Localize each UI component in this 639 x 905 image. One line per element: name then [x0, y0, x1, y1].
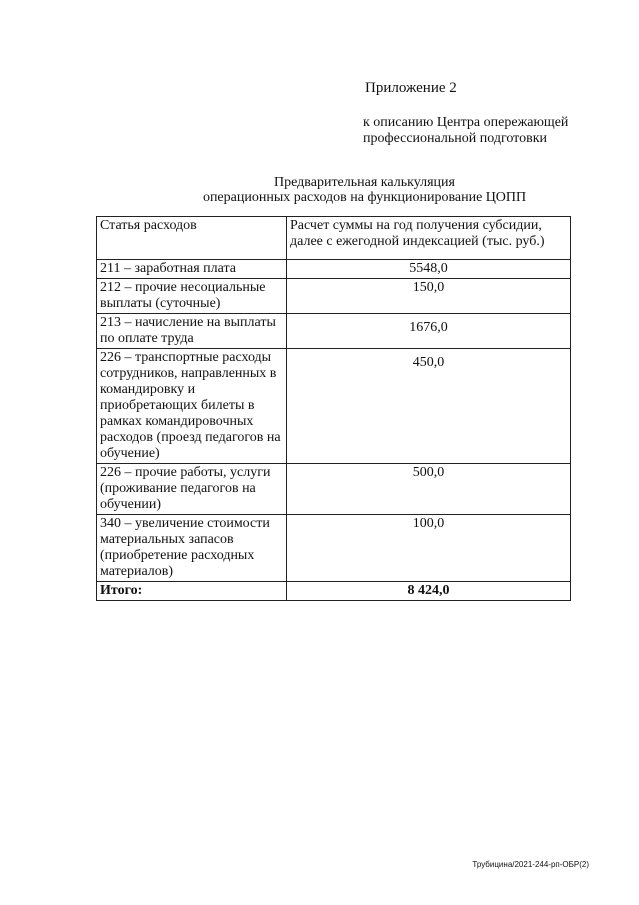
expense-item-cell: 211 – заработная плата: [97, 260, 287, 279]
appendix-label: Приложение 2: [365, 80, 457, 96]
description-line: профессиональной подготовки: [363, 131, 547, 146]
cost-calculation-table: [96, 216, 571, 601]
expense-item-cell: 226 – транспортные расходы сотрудников, направленных в командировку и приобретающих билеты в рамках командировочных расходов (проезд педагогов на обучение): [97, 349, 287, 464]
expense-item-cell: 212 – прочие несоциальные выплаты (суточные): [97, 279, 287, 314]
total-value: 8 424,0: [287, 582, 571, 601]
total-label: Итого:: [97, 582, 287, 601]
appendix-description: [363, 115, 568, 147]
expense-item-cell: 340 – увеличение стоимости материальных запасов (приобретение расходных материалов): [97, 515, 287, 582]
amount-cell: 1676,0: [287, 314, 571, 349]
table-row: [97, 515, 571, 582]
amount-cell: 100,0: [287, 515, 571, 582]
table-row: [97, 314, 571, 349]
table-row: [97, 349, 571, 464]
table-row: [97, 464, 571, 515]
amount-cell: 150,0: [287, 279, 571, 314]
column-header-amount: Расчет суммы на год получения субсидии, далее с ежегодной индексацией (тыс. руб.): [287, 217, 571, 260]
amount-cell: 500,0: [287, 464, 571, 515]
total-row: [97, 582, 571, 601]
title-line-2: операционных расходов на функционирование ЦОПП: [202, 190, 527, 205]
table-row: [97, 279, 571, 314]
amount-cell: 450,0: [287, 349, 571, 464]
document-reference: Трубицина/2021-244-рп-ОБР(2): [472, 860, 589, 869]
table-header-row: [97, 217, 571, 260]
expense-item-cell: 226 – прочие работы, услуги (проживание педагогов на обучении): [97, 464, 287, 515]
expense-item-cell: 213 – начисление на выплаты по оплате труда: [97, 314, 287, 349]
column-header-expense-item: Статья расходов: [97, 217, 287, 260]
document-title: [0, 175, 639, 205]
table-row: [97, 260, 571, 279]
amount-cell: 5548,0: [287, 260, 571, 279]
title-line-1: Предварительная калькуляция: [274, 175, 455, 190]
description-line: к описанию Центра опережающей: [363, 115, 569, 130]
